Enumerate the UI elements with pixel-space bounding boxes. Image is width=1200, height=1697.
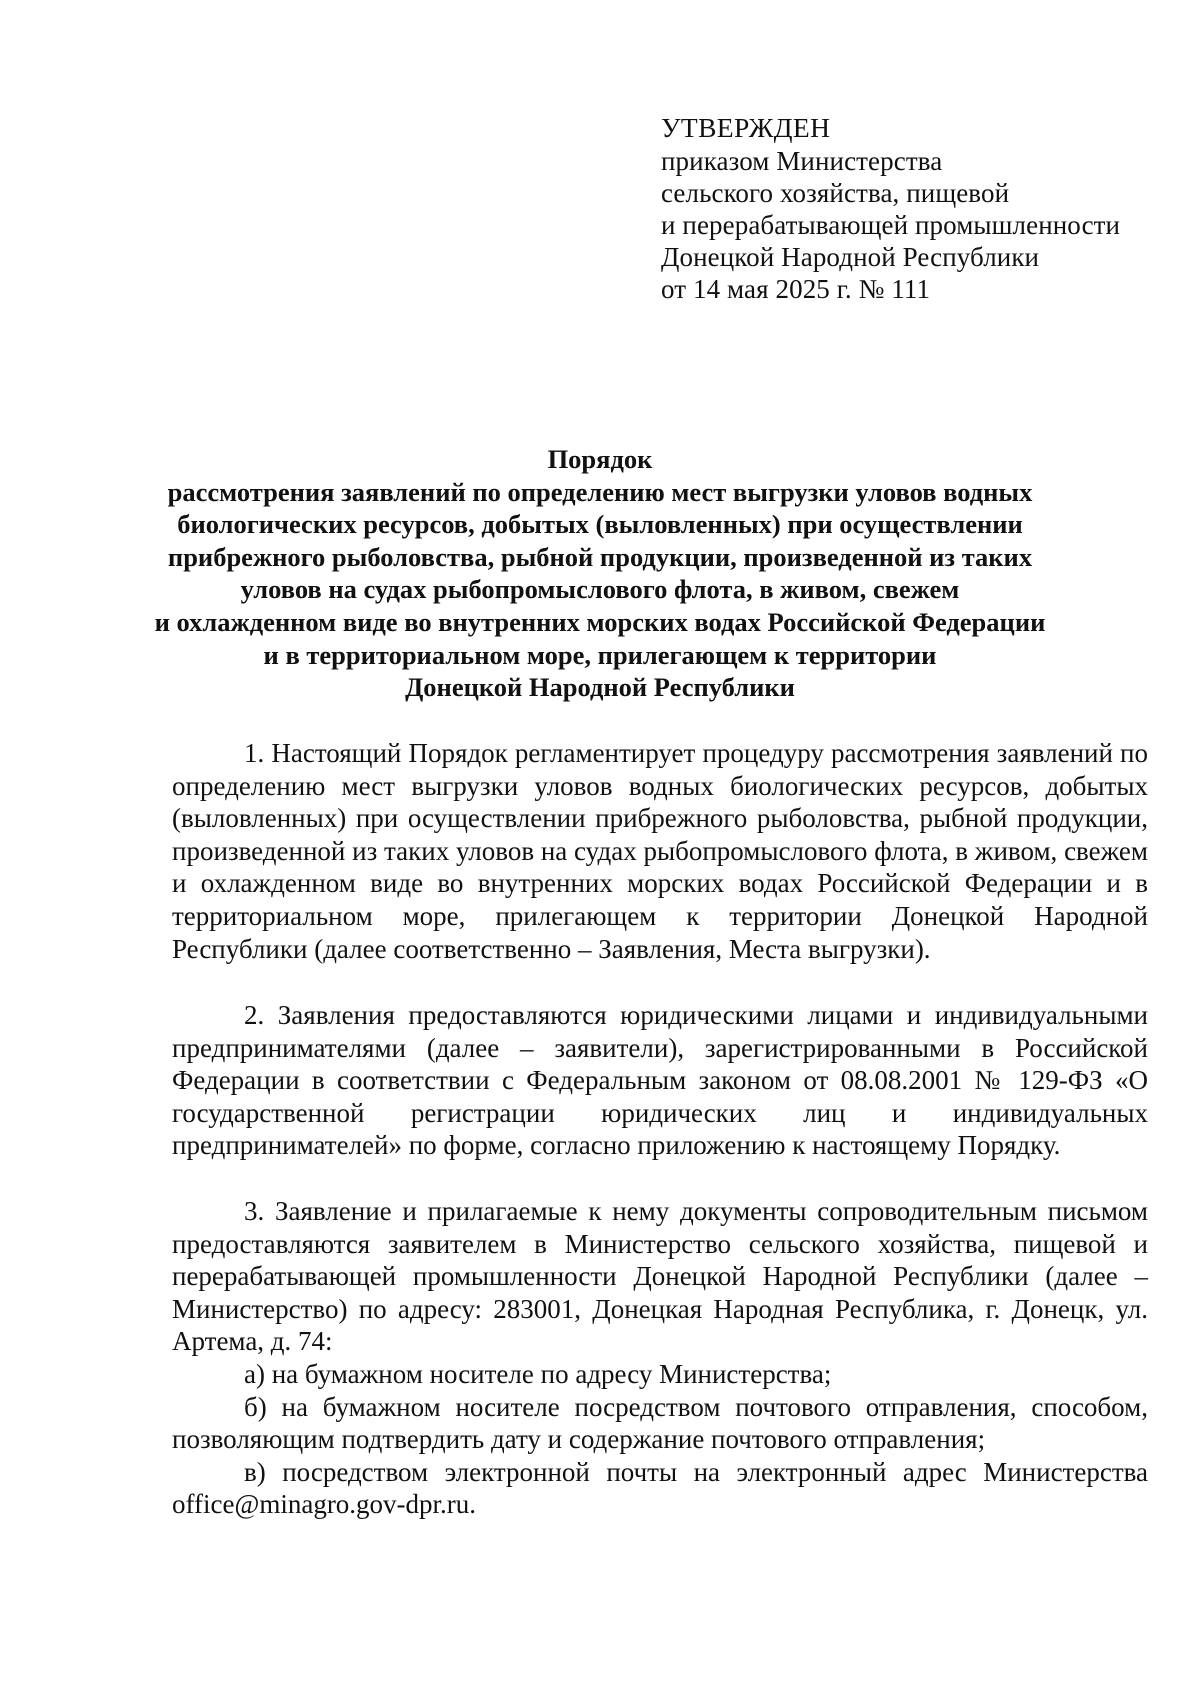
title-line: рассмотрения заявлений по определению мест выгрузки уловов водных bbox=[167, 476, 1033, 507]
approval-line: Донецкой Народной Республики bbox=[661, 242, 1040, 272]
title-line: и охлажденном виде во внутренних морских водах Российской Федерации bbox=[154, 606, 1046, 637]
approval-line: сельского хозяйства, пищевой bbox=[661, 178, 1010, 208]
paragraph-1: 1. Настоящий Порядок регламентирует процедуру рассмотрения заявлений по определению мест выгрузки уловов водных биологических ресурсов, добытых (выловленных) при осуществлении прибрежного рыболовства, рыбной продукции, произведенной из таких уловов на судах рыбопромыслового флота, в живом, свежем и охлажденном виде во внутренних морских водах Российской Федерации и в территориальном море, прилегающем к территории Донецкой Народной Республики (далее соответственно – Заявления, Места выгрузки). bbox=[172, 738, 1148, 964]
section-1 bbox=[172, 737, 1148, 965]
document-title bbox=[150, 443, 1050, 704]
section-2 bbox=[172, 999, 1148, 1162]
approval-heading: УТВЕРЖДЕН bbox=[661, 112, 831, 143]
section-3 bbox=[172, 1195, 1148, 1521]
approval-block bbox=[661, 112, 1181, 305]
title-line: Донецкой Народной Республики bbox=[405, 672, 795, 703]
paragraph-3-item-a: а) на бумажном носителе по адресу Министерства; bbox=[244, 1358, 832, 1389]
approval-line: и перерабатывающей промышленности bbox=[661, 210, 1121, 240]
approval-date-number: от 14 мая 2025 г. № 111 bbox=[661, 274, 931, 304]
paragraph-3-item-c: в) посредством электронной почты на электронный адрес Министерства office@minagro.gov-dpr.ru. bbox=[172, 1456, 1148, 1520]
title-line: биологических ресурсов, добытых (выловленных) при осуществлении bbox=[177, 509, 1023, 540]
title-line: прибрежного рыболовства, рыбной продукции, произведенной из таких bbox=[167, 541, 1033, 572]
paragraph-2: 2. Заявления предоставляются юридическими лицами и индивидуальными предпринимателями (далее – заявители), зарегистрированными в Российской Федерации в соответствии с Федеральным законом от 08.08.2001 № 129-ФЗ «О государственной регистрации юридических лиц и индивидуальных предпринимателей» по форме, согласно приложению к настоящему Порядку. bbox=[172, 1000, 1148, 1161]
title-heading: Порядок bbox=[547, 444, 653, 474]
approval-line: приказом Министерства bbox=[661, 146, 943, 176]
title-line: уловов на судах рыбопромыслового флота, в живом, свежем bbox=[240, 574, 960, 605]
title-line: и в территориальном море, прилегающем к территории bbox=[263, 639, 937, 670]
paragraph-3: 3. Заявление и прилагаемые к нему документы сопроводительным письмом предоставляются заявителем в Министерство сельского хозяйства, пищевой и перерабатывающей промышленности Донецкой Народной Республики (далее – Министерство) по адресу: 283001, Донецкая Народная Республика, г. Донецк, ул. Артема, д. 74: bbox=[172, 1196, 1148, 1357]
paragraph-3-item-b: б) на бумажном носителе посредством почтового отправления, способом, позволяющим подтвердить дату и содержание почтового отправления; bbox=[172, 1391, 1148, 1455]
